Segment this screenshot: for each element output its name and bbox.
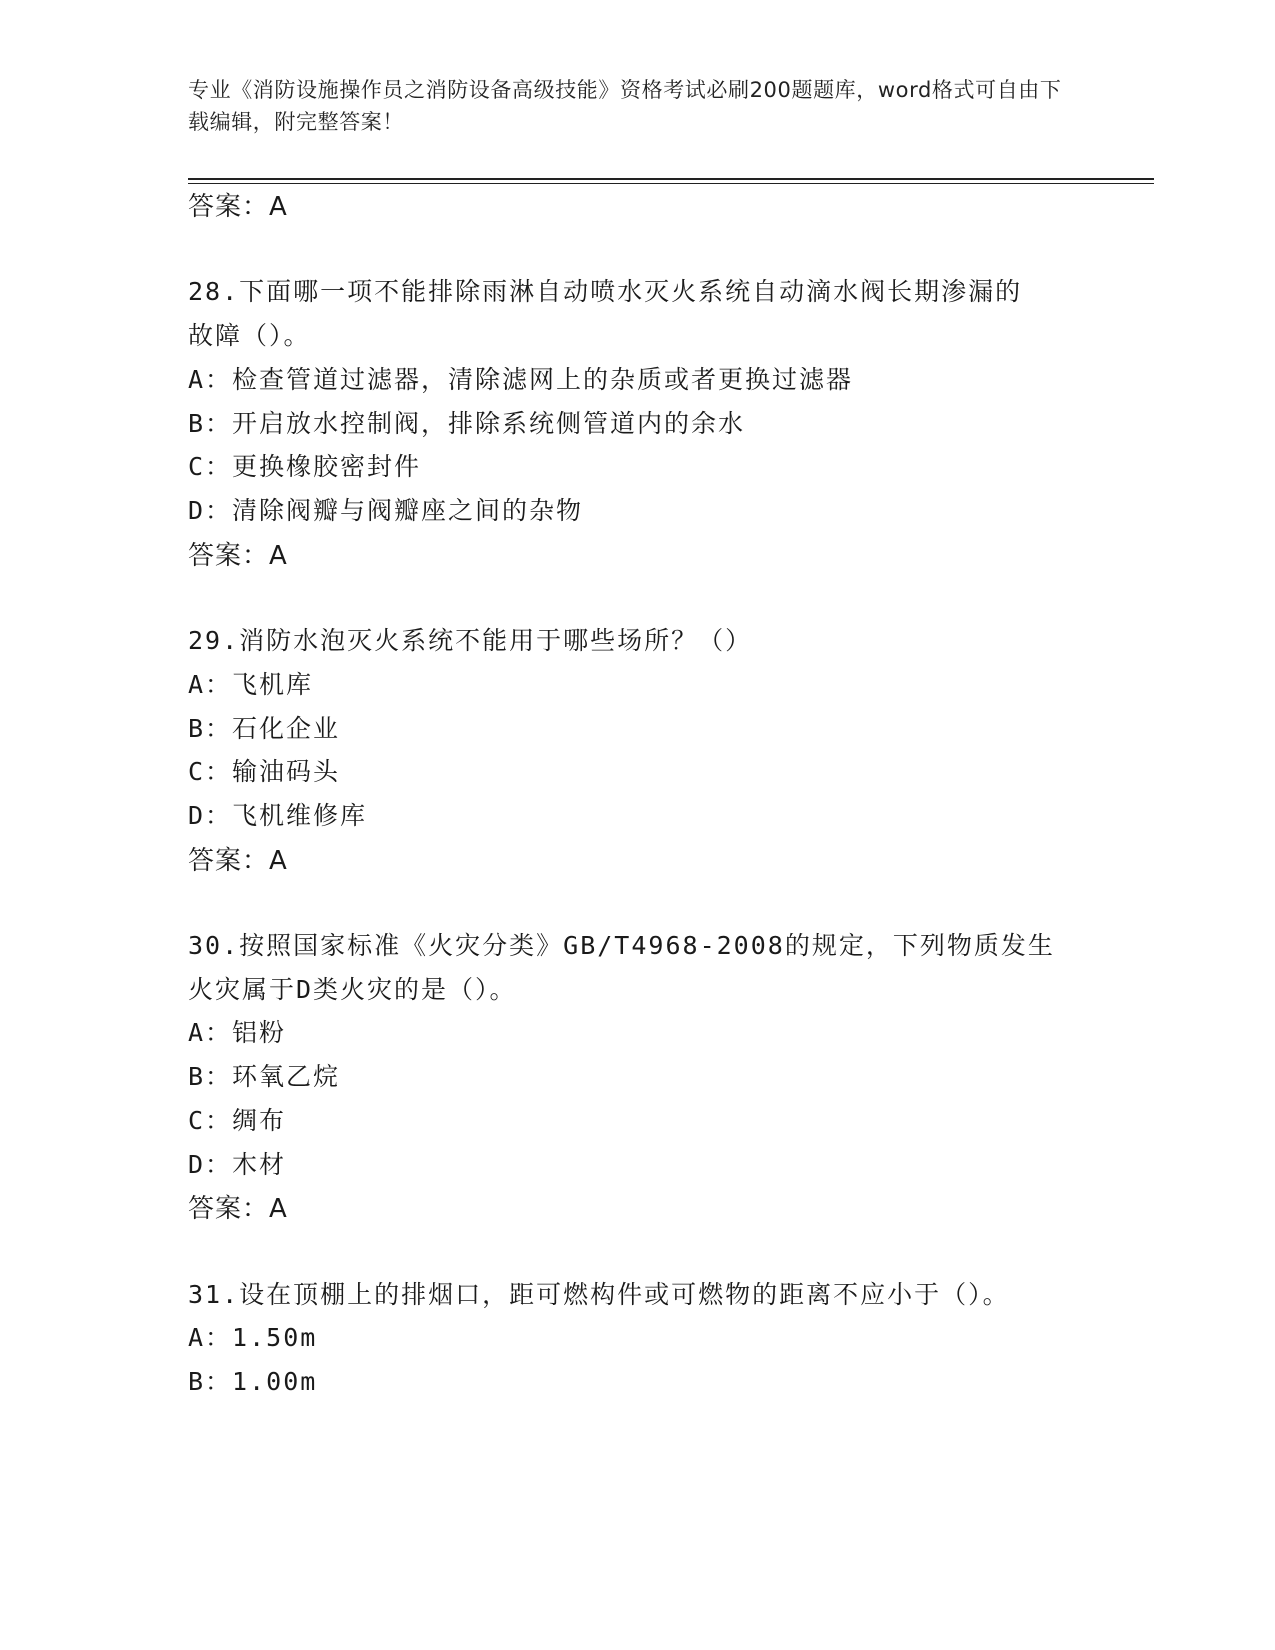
question-30-option-b: B：环氧乙烷 [188,1062,341,1091]
question-30-option-d: D：木材 [188,1150,287,1179]
question-29-answer: 答案：A [188,846,288,876]
question-28-stem-line2: 故障（）。 [188,321,311,350]
question-31-stem-line1: 31.设在顶棚上的排烟口，距可燃构件或可燃物的距离不应小于（）。 [188,1280,1010,1309]
question-28-option-d: D：清除阀瓣与阀瓣座之间的杂物 [188,496,584,525]
question-28-option-b: B：开启放水控制阀，排除系统侧管道内的余水 [188,409,746,438]
question-28-option-a: A：检查管道过滤器，清除滤网上的杂质或者更换过滤器 [188,365,854,394]
question-31-option-a: A：1.50m [188,1323,318,1352]
question-30-option-a: A：铝粉 [188,1018,287,1047]
question-28-stem-line1: 28.下面哪一项不能排除雨淋自动喷水灭火系统自动滴水阀长期渗漏的 [188,277,1023,306]
question-31-option-b: B：1.00m [188,1367,318,1396]
question-29-option-d: D：飞机维修库 [188,801,368,830]
header-divider [188,178,1154,184]
question-28-option-c: C：更换橡胶密封件 [188,452,422,481]
question-30-stem-line2: 火灾属于D类火灾的是（）。 [188,975,517,1004]
question-30-option-c: C：绸布 [188,1106,287,1135]
document-header: 专业《消防设施操作员之消防设备高级技能》资格考试必刷200题题库，word格式可自由下载编辑，附完整答案！ [188,78,1062,134]
question-29-option-a: A：飞机库 [188,670,314,699]
question-29-option-c: C：输油码头 [188,757,341,786]
question-29-stem-line1: 29.消防水泡灭火系统不能用于哪些场所？（） [188,626,753,655]
answer-27: 答案：A [188,192,288,222]
question-30-stem-line1: 30.按照国家标准《火灾分类》GB/T4968-2008的规定，下列物质发生 [188,931,1055,960]
question-29-option-b: B：石化企业 [188,714,341,743]
question-30-answer: 答案：A [188,1194,288,1224]
question-28-answer: 答案：A [188,541,288,571]
